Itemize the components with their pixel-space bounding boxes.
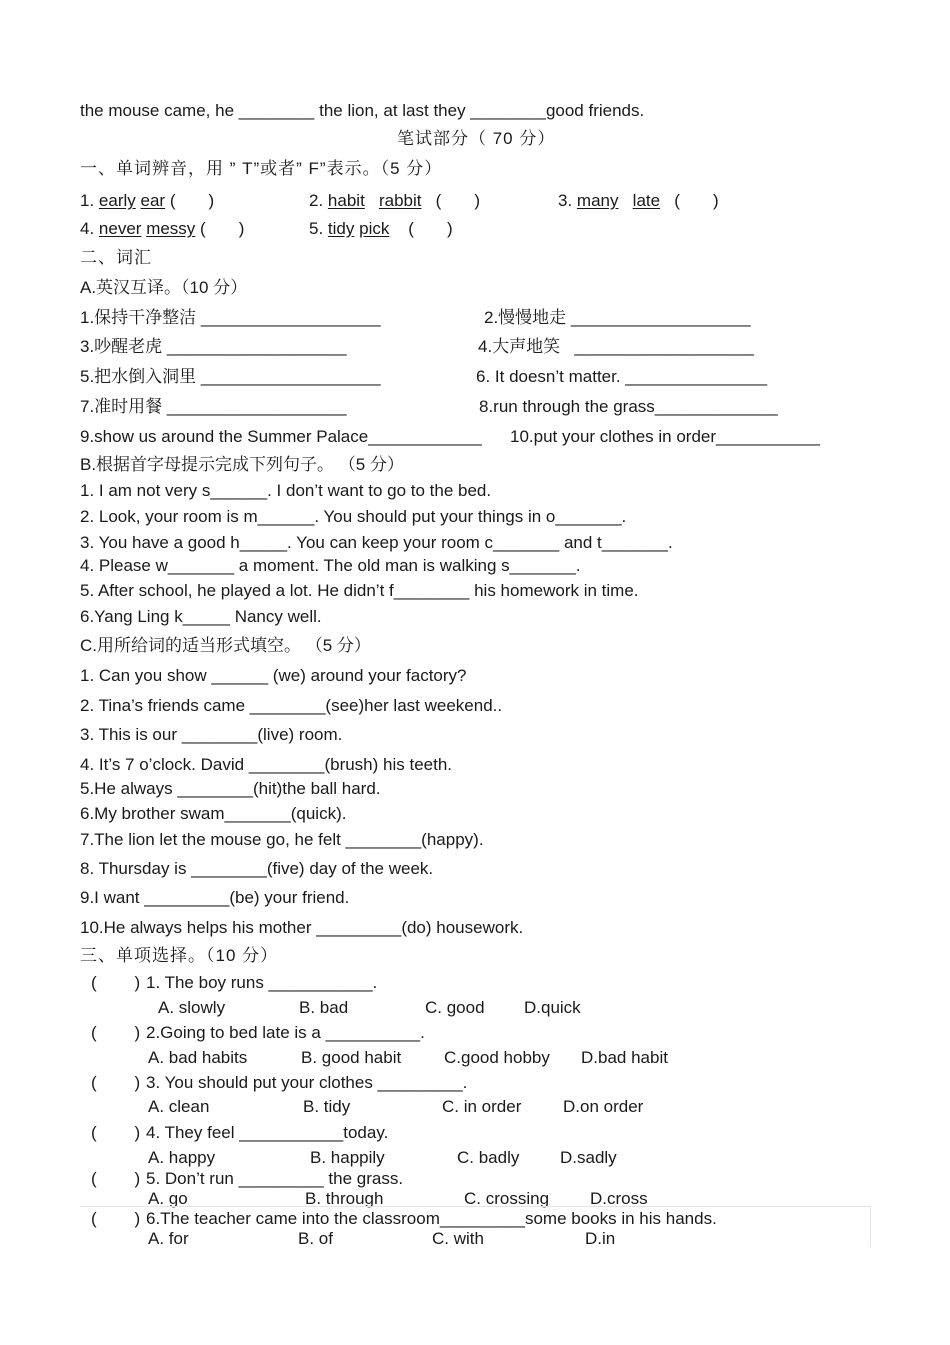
phonics-item-4	[80, 219, 244, 239]
word-form-item[interactable]: 9.I want _________(be) your friend.	[80, 888, 350, 907]
vocab-item[interactable]: 6. It doesn’t matter. _______________	[476, 367, 768, 386]
phonics-item-5	[309, 219, 453, 239]
item-number: 5.	[309, 219, 324, 238]
option-c[interactable]: C. with	[432, 1229, 484, 1248]
part-b-title: B.根据首字母提示完成下列句子。 （5 分）	[80, 455, 404, 474]
word-form-item[interactable]: 7.The lion let the mouse go, he felt ________(happy).	[80, 830, 484, 849]
section2-title: 二、词汇	[80, 248, 152, 267]
sentence-item[interactable]: 4. Please w_______ a moment. The old man is walking s_______.	[80, 556, 581, 575]
written-part-title: 笔试部分（ 70 分）	[397, 129, 556, 148]
word-form-item[interactable]: 10.He always helps his mother _________(do) housework.	[80, 918, 524, 937]
vocab-item[interactable]: 7.准时用餐 ___________________	[80, 397, 347, 416]
option-c[interactable]: C. in order	[442, 1097, 522, 1116]
word-form-item[interactable]: 2. Tina’s friends came ________(see)her last weekend..	[80, 696, 503, 715]
word-form-item[interactable]: 6.My brother swam_______(quick).	[80, 804, 347, 823]
answer-blank[interactable]: ( )	[408, 219, 453, 238]
section1-title: 一、单词辨音，用 ” T”或者” F”表示。（5 分）	[80, 159, 443, 178]
answer-paren[interactable]: ( )	[91, 1209, 141, 1228]
option-d[interactable]: D.in	[585, 1229, 616, 1248]
option-b[interactable]: B. tidy	[303, 1097, 351, 1116]
vocab-item[interactable]: 3.吵醒老虎 ___________________	[80, 337, 347, 356]
answer-blank[interactable]: ( )	[169, 191, 215, 210]
question-stem: 5. Don’t run _________ the grass.	[146, 1169, 404, 1188]
vocab-item[interactable]: 5.把水倒入洞里 ___________________	[80, 367, 381, 386]
answer-blank[interactable]: ( )	[674, 191, 719, 210]
phonics-item-3	[558, 191, 719, 211]
sentence-item[interactable]: 3. You have a good h_____. You can keep your room c_______ and t_______.	[80, 533, 673, 552]
answer-paren[interactable]: ( )	[91, 1073, 141, 1092]
option-b[interactable]: B. happily	[310, 1148, 385, 1167]
word-b: ear	[140, 191, 166, 210]
question-stem: 1. The boy runs ___________.	[146, 973, 378, 992]
section3-title: 三、单项选择。（10 分）	[80, 946, 279, 965]
word-form-item[interactable]: 3. This is our ________(live) room.	[80, 725, 343, 744]
question-stem: 3. You should put your clothes _________.	[146, 1073, 468, 1092]
option-b[interactable]: B. good habit	[301, 1048, 402, 1067]
item-number: 2.	[309, 191, 324, 210]
option-a[interactable]: A. slowly	[158, 998, 226, 1017]
part-a-title: A.英汉互译。（10 分）	[80, 278, 248, 297]
word-form-item[interactable]: 5.He always ________(hit)the ball hard.	[80, 779, 381, 798]
answer-paren[interactable]: ( )	[91, 973, 141, 992]
option-c[interactable]: C. good	[425, 998, 485, 1017]
option-d[interactable]: D.cross	[590, 1189, 648, 1208]
word-a: tidy	[327, 219, 355, 238]
option-b[interactable]: B. bad	[299, 998, 349, 1017]
option-d[interactable]: D.sadly	[560, 1148, 617, 1167]
word-b: rabbit	[378, 191, 422, 210]
answer-blank[interactable]: ( )	[200, 219, 245, 238]
sentence-item[interactable]: 5. After school, he played a lot. He didn’t f________ his homework in time.	[80, 581, 639, 600]
option-a[interactable]: A. happy	[148, 1148, 216, 1167]
option-d[interactable]: D.quick	[524, 998, 581, 1017]
question-stem: 2.Going to bed late is a __________.	[146, 1023, 425, 1042]
word-b: messy	[146, 219, 196, 238]
phonics-item-2	[309, 191, 480, 211]
vocab-item[interactable]: 4.大声地笑 ___________________	[478, 337, 754, 356]
word-a: many	[576, 191, 619, 210]
option-b[interactable]: B. of	[298, 1229, 333, 1248]
option-b[interactable]: B. through	[305, 1189, 384, 1208]
word-form-item[interactable]: 4. It’s 7 o’clock. David ________(brush) his teeth.	[80, 755, 453, 774]
item-number: 4.	[80, 219, 95, 238]
vocab-item[interactable]: 1.保持干净整洁 ___________________	[80, 308, 381, 327]
question-stem: 6.The teacher came into the classroom_________some books in his hands.	[146, 1209, 717, 1228]
option-d[interactable]: D.on order	[563, 1097, 644, 1116]
word-a: never	[98, 219, 142, 238]
part-c-title: C.用所给词的适当形式填空。 （5 分）	[80, 636, 371, 655]
word-a: habit	[327, 191, 365, 210]
word-a: early	[98, 191, 136, 210]
item-number: 3.	[558, 191, 573, 210]
option-a[interactable]: A. for	[148, 1229, 189, 1248]
option-c[interactable]: C. crossing	[464, 1189, 550, 1208]
word-form-item[interactable]: 1. Can you show ______ (we) around your factory?	[80, 666, 467, 685]
option-d[interactable]: D.bad habit	[581, 1048, 668, 1067]
word-form-item[interactable]: 8. Thursday is ________(five) day of the week.	[80, 859, 434, 878]
sentence-item[interactable]: 1. I am not very s______. I don’t want to go to the bed.	[80, 481, 492, 500]
option-a[interactable]: A. bad habits	[148, 1048, 248, 1067]
answer-paren[interactable]: ( )	[91, 1169, 141, 1188]
word-b: late	[632, 191, 661, 210]
word-b: pick	[359, 219, 390, 238]
question-stem: 4. They feel ___________today.	[146, 1123, 389, 1142]
continued-line: the mouse came, he ________ the lion, at last they ________good friends.	[80, 101, 645, 120]
vocab-item[interactable]: 10.put your clothes in order___________	[510, 427, 821, 446]
option-a[interactable]: A. clean	[148, 1097, 210, 1116]
option-a[interactable]: A. go	[148, 1189, 188, 1208]
option-c[interactable]: C.good hobby	[444, 1048, 550, 1067]
sentence-item[interactable]: 6.Yang Ling k_____ Nancy well.	[80, 607, 322, 626]
answer-paren[interactable]: ( )	[91, 1023, 141, 1042]
vocab-item[interactable]: 9.show us around the Summer Palace____________	[80, 427, 482, 446]
answer-paren[interactable]: ( )	[91, 1123, 141, 1142]
option-c[interactable]: C. badly	[457, 1148, 520, 1167]
sentence-item[interactable]: 2. Look, your room is m______. You should put your things in o_______.	[80, 507, 627, 526]
vocab-item[interactable]: 8.run through the grass_____________	[479, 397, 778, 416]
phonics-item-1	[80, 191, 214, 211]
vocab-item[interactable]: 2.慢慢地走 ___________________	[484, 308, 751, 327]
item-number: 1.	[80, 191, 95, 210]
answer-blank[interactable]: ( )	[435, 191, 481, 210]
